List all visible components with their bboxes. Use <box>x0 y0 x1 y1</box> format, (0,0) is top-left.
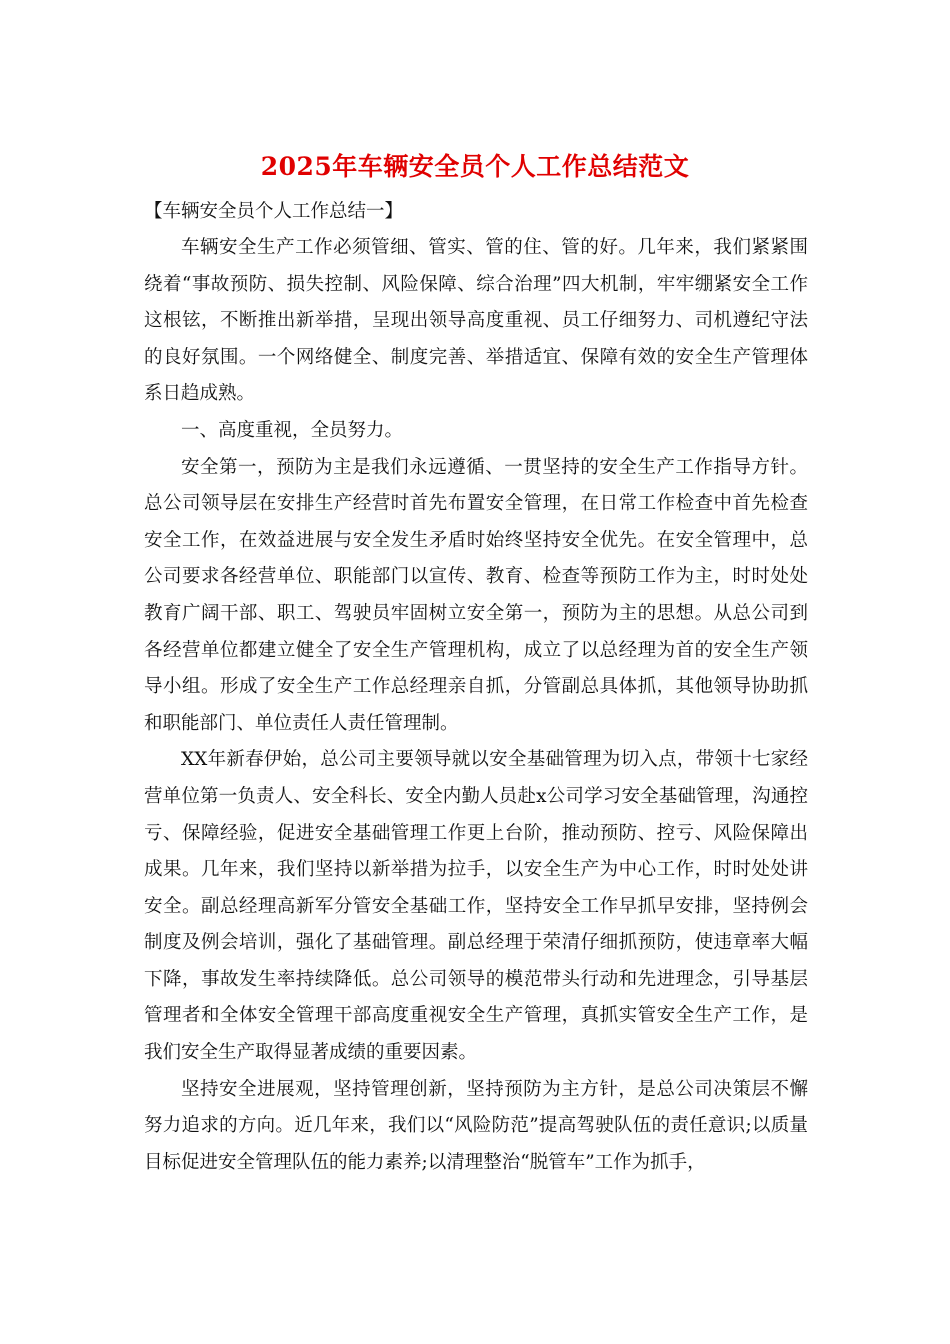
section-header: 【车辆安全员个人工作总结一】 <box>144 201 404 222</box>
document-body <box>144 194 808 1181</box>
paragraph-safety-first: 安全第一，预防为主是我们永远遵循、一贯坚持的安全生产工作指导方针。总公司领导层在安排生产经营时首先布置安全管理，在日常工作检查中首先检查安全工作，在效益进展与安全发生矛盾时始终坚持安全优先。在安全管理中，总公司要求各经营单位、职能部门以宣传、教育、检查等预防工作为主，时时处处教育广阔干部、职工、驾驶员牢固树立安全第一，预防为主的思想。从总公司到各经营单位都建立健全了安全生产管理机构，成立了以总经理为首的安全生产领导小组。形成了安全生产工作总经理亲自抓，分管副总具体抓，其他领导协助抓和职能部门、单位责任人责任管理制。 <box>144 456 808 734</box>
paragraph-new-year: XX年新春伊始，总公司主要领导就以安全基础管理为切入点，带领十七家经营单位第一负责人、安全科长、安全内勤人员赴x公司学习安全基础管理，沟通控亏、保障经验，促进安全基础管理工作更上台阶，推动预防、控亏、风险保障出成果。几年来，我们坚持以新举措为拉手，以安全生产为中心工作，时时处处讲安全。副总经理高新军分管安全基础工作，坚持安全工作早抓早安排，坚持例会制度及例会培训，强化了基础管理。副总经理于荣清仔细抓预防，使违章率大幅下降，事故发生率持续降低。总公司领导的模范带头行动和先进理念，引导基层管理者和全体安全管理干部高度重视安全生产管理，真抓实管安全生产工作，是我们安全生产取得显著成绩的重要因素。 <box>144 749 808 1064</box>
paragraph-intro: 车辆安全生产工作必须管细、管实、管的住、管的好。几年来，我们紧紧围绕着“事故预防、损失控制、风险保障、综合治理”四大机制，牢牢绷紧安全工作这根铉，不断推出新举措，呈现出领导高度重视、员工仔细努力、司机遵纪守法的良好氛围。一个网络健全、制度完善、举措适宜、保障有效的安全生产管理体系日趋成熟。 <box>144 237 808 405</box>
paragraph-innovation: 坚持安全进展观，坚持管理创新，坚持预防为主方针，是总公司决策层不懈努力追求的方向。近几年来，我们以“风险防范”提高驾驶队伍的责任意识;以质量目标促进安全管理队伍的能力素养;以清理整治“脱管车”工作为抓手， <box>144 1078 808 1173</box>
document-title: 2025年车辆安全员个人工作总结范文 <box>260 152 690 181</box>
paragraph-heading-1: 一、高度重视，全员努力。 <box>181 419 404 441</box>
